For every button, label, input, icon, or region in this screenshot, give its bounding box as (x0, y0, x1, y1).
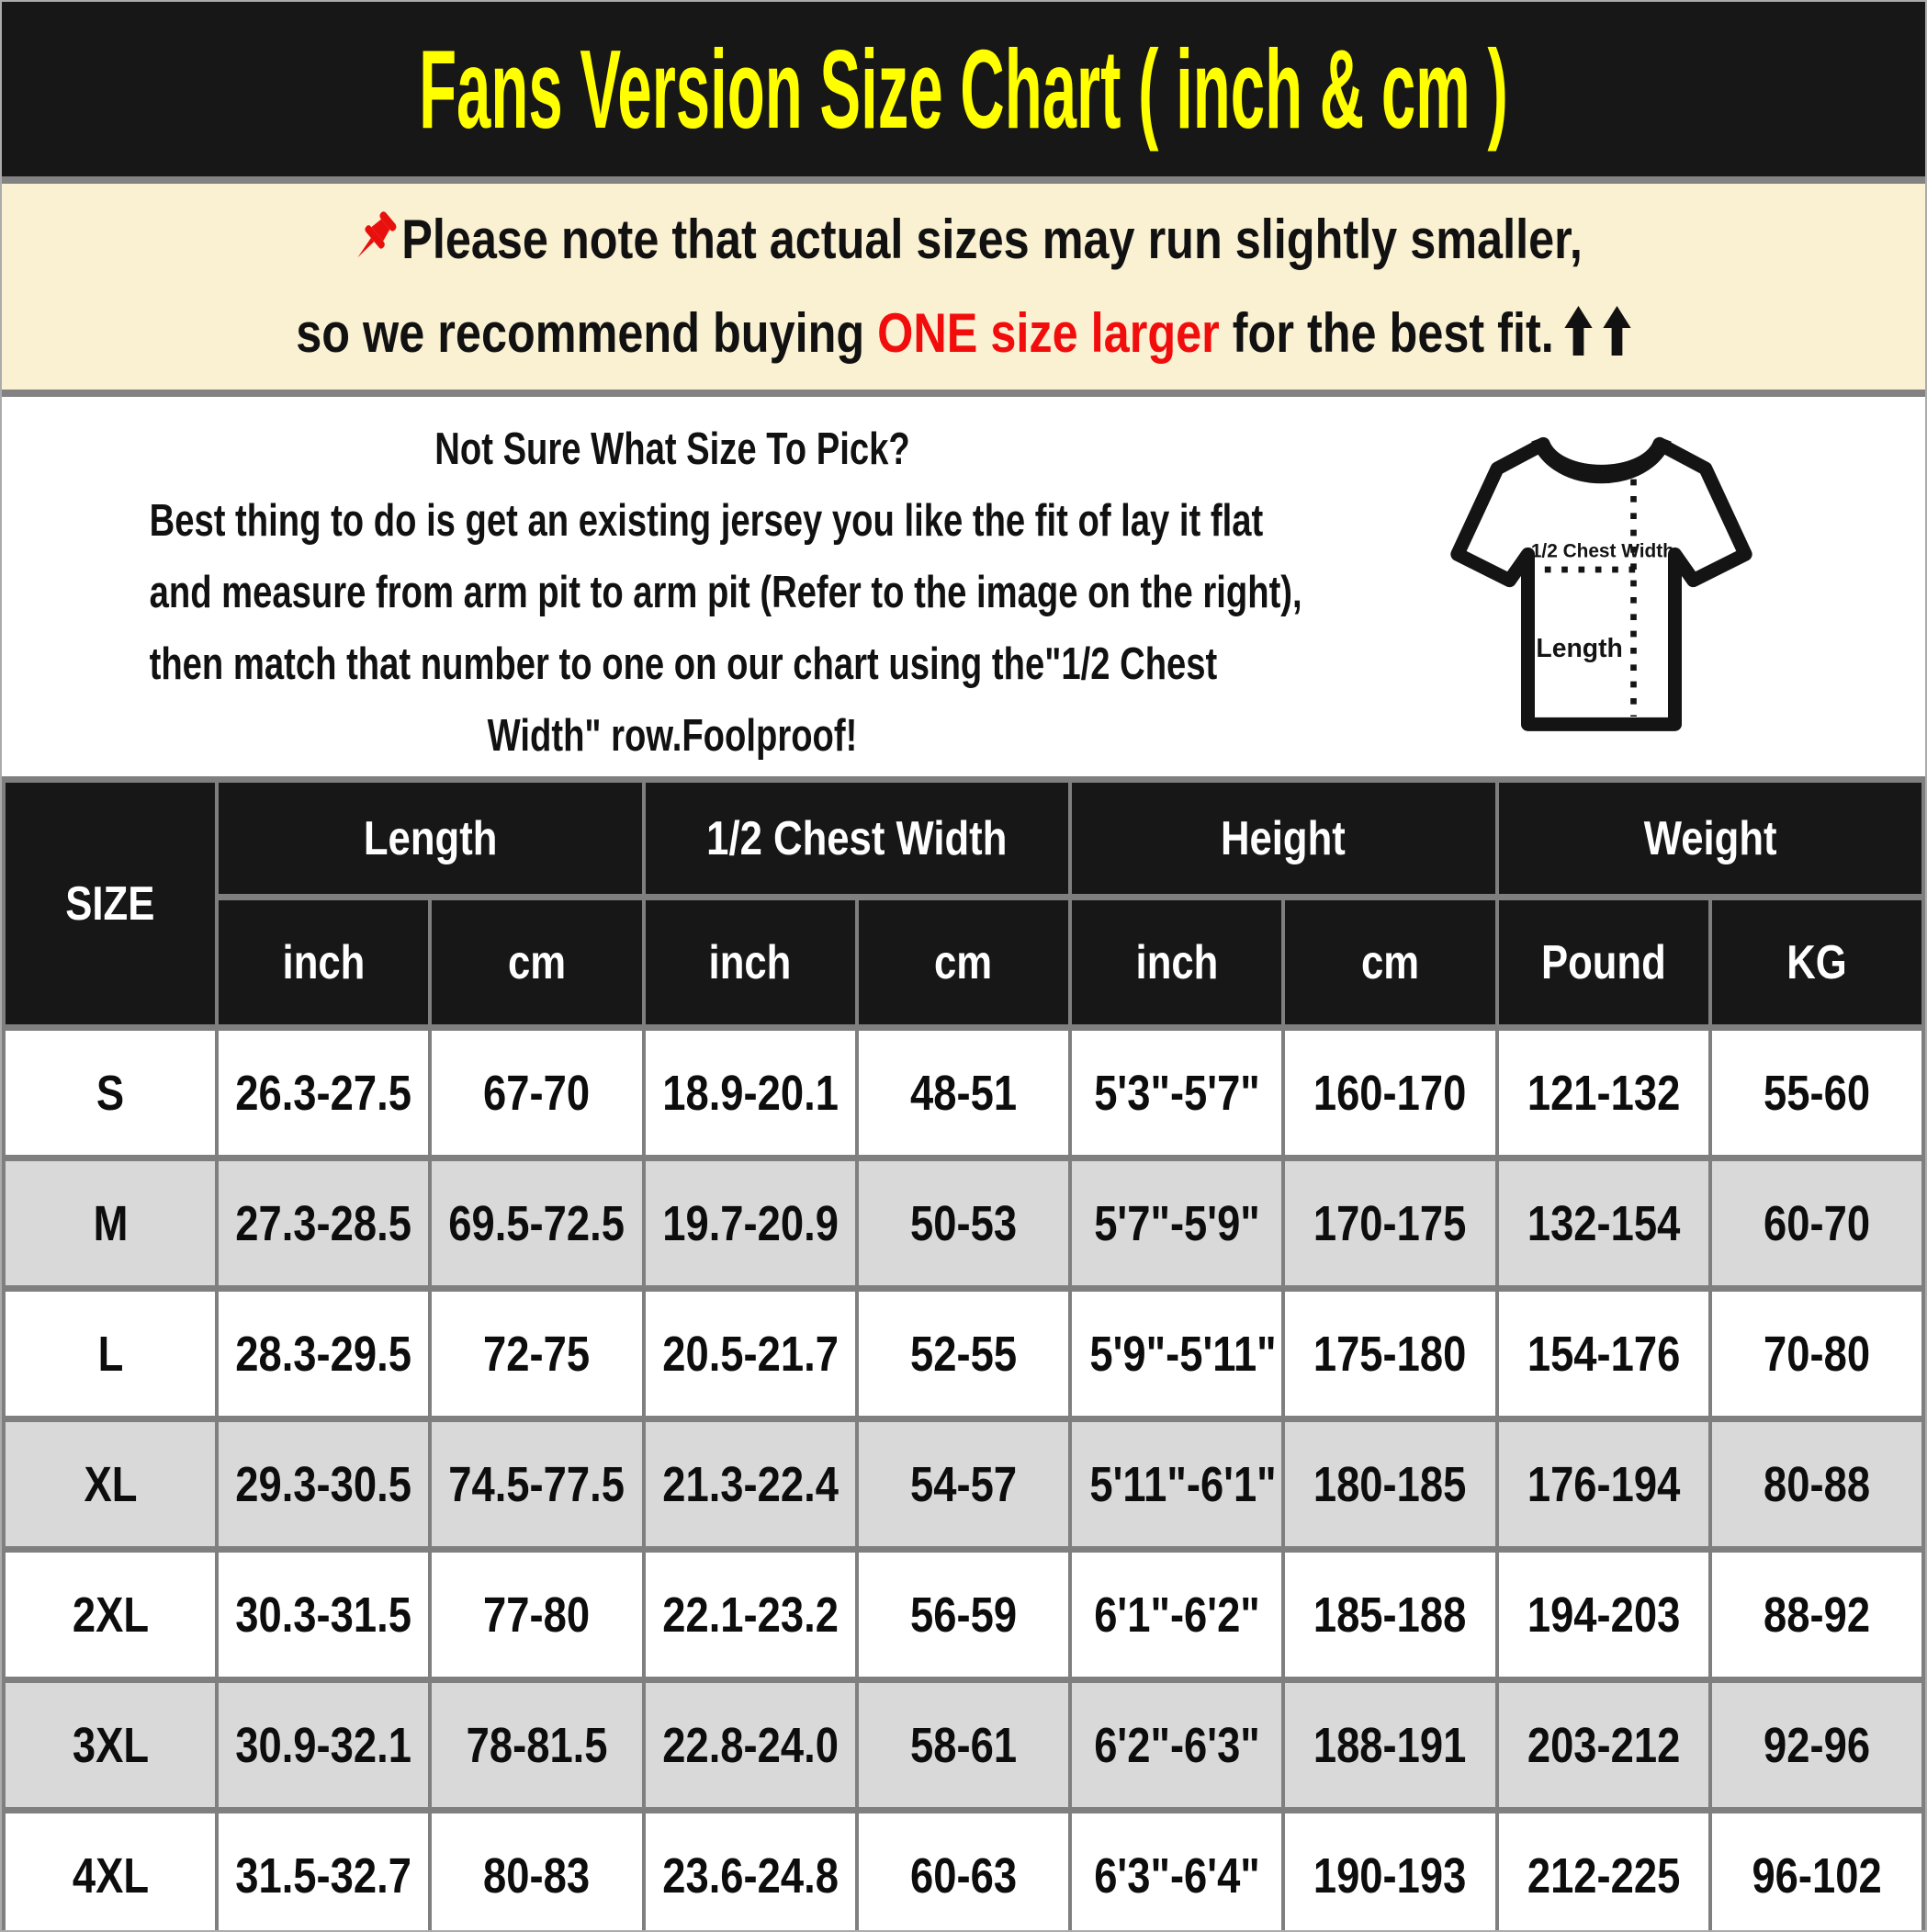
size-cell (4, 1289, 217, 1419)
value-cell (430, 1680, 643, 1811)
value-cell (644, 1550, 857, 1680)
value-cell (1283, 1419, 1496, 1550)
value-cell-text: 5'11"-6'1" (1089, 1456, 1277, 1512)
table-row (4, 1550, 1923, 1680)
value-cell (1497, 1158, 1710, 1289)
value-cell (217, 1028, 430, 1158)
value-cell-text: 27.3-28.5 (235, 1195, 412, 1251)
size-table-body (4, 1028, 1923, 1932)
value-cell (644, 1811, 857, 1932)
value-cell-text: 77-80 (483, 1587, 591, 1643)
value-cell-text: 176-194 (1527, 1456, 1680, 1512)
value-cell (1710, 1550, 1923, 1680)
guide-line: then match that number to one on our chart using the"1/2 Chest (149, 639, 1218, 689)
value-cell (217, 1158, 430, 1289)
value-cell (1070, 1158, 1283, 1289)
value-cell-text: 74.5-77.5 (448, 1456, 625, 1512)
value-cell (1497, 1028, 1710, 1158)
size-cell-text: L (97, 1326, 123, 1382)
value-cell-text: 70-80 (1763, 1326, 1870, 1382)
size-cell-text: 4XL (72, 1847, 149, 1904)
unit-header: cm (857, 898, 1070, 1028)
size-cell (4, 1811, 217, 1932)
value-cell-text: 54-57 (909, 1456, 1017, 1512)
value-cell-text: 60-70 (1763, 1195, 1870, 1251)
tshirt-diagram (1448, 423, 1755, 744)
chest-width-label: 1/2 Chest Width (1530, 540, 1674, 562)
value-cell-text: 175-180 (1313, 1326, 1467, 1382)
value-cell (430, 1289, 643, 1419)
value-cell-text: 6'1"-6'2" (1093, 1587, 1260, 1643)
table-row (4, 1811, 1923, 1932)
value-cell (1283, 1158, 1496, 1289)
value-cell-text: 80-88 (1763, 1456, 1870, 1512)
page-title: Fans Version Size Chart ( inch & cm ) (419, 27, 1508, 152)
size-cell (4, 1680, 217, 1811)
group-header-weight: Weight (1497, 780, 1923, 898)
size-cell-text: XL (84, 1456, 138, 1512)
value-cell (1710, 1419, 1923, 1550)
value-cell (644, 1158, 857, 1289)
value-cell (1497, 1419, 1710, 1550)
unit-header: inch (217, 898, 430, 1028)
size-table (2, 776, 1925, 1932)
group-header-chest-width: 1/2 Chest Width (644, 780, 1070, 898)
size-cell-text: S (96, 1065, 125, 1121)
one-size-larger-highlight: ONE size larger (877, 302, 1220, 364)
value-cell-text: 20.5-21.7 (661, 1326, 839, 1382)
unit-header: inch (1070, 898, 1283, 1028)
tshirt-icon (1458, 444, 1745, 724)
value-cell (857, 1680, 1070, 1811)
value-cell-text: 6'2"-6'3" (1093, 1717, 1260, 1773)
value-cell (1070, 1289, 1283, 1419)
value-cell-text: 194-203 (1527, 1587, 1680, 1643)
value-cell-text: 185-188 (1313, 1587, 1467, 1643)
value-cell-text: 22.1-23.2 (661, 1587, 839, 1643)
value-cell-text: 212-225 (1527, 1847, 1680, 1904)
size-cell (4, 1419, 217, 1550)
size-cell-text: 2XL (72, 1587, 149, 1643)
value-cell (857, 1158, 1070, 1289)
unit-header: inch (644, 898, 857, 1028)
value-cell (857, 1289, 1070, 1419)
value-cell (857, 1811, 1070, 1932)
value-cell-text: 56-59 (909, 1587, 1017, 1643)
value-cell-text: 180-185 (1313, 1456, 1467, 1512)
value-cell (1283, 1289, 1496, 1419)
value-cell-text: 60-63 (909, 1847, 1017, 1904)
value-cell-text: 48-51 (909, 1065, 1017, 1121)
value-cell (217, 1550, 430, 1680)
value-cell-text: 92-96 (1763, 1717, 1870, 1773)
value-cell-text: 29.3-30.5 (235, 1456, 412, 1512)
value-cell-text: 30.3-31.5 (235, 1587, 412, 1643)
value-cell-text: 188-191 (1313, 1717, 1467, 1773)
value-cell-text: 21.3-22.4 (661, 1456, 839, 1512)
value-cell (430, 1811, 643, 1932)
value-cell (430, 1158, 643, 1289)
value-cell-text: 19.7-20.9 (661, 1195, 839, 1251)
section-divider (2, 176, 1925, 184)
guide-text (2, 397, 1343, 772)
value-cell (1283, 1811, 1496, 1932)
group-header-length: Length (217, 780, 643, 898)
fit-guide-section (2, 397, 1925, 776)
table-row (4, 1028, 1923, 1158)
value-cell (1070, 1419, 1283, 1550)
value-cell (1710, 1811, 1923, 1932)
value-cell-text: 203-212 (1527, 1717, 1680, 1773)
value-cell-text: 5'3"-5'7" (1093, 1065, 1260, 1121)
value-cell-text: 5'9"-5'11" (1089, 1326, 1277, 1382)
value-cell-text: 58-61 (909, 1717, 1017, 1773)
unit-header: cm (1283, 898, 1496, 1028)
value-cell-text: 190-193 (1313, 1847, 1467, 1904)
unit-header: Pound (1497, 898, 1710, 1028)
size-cell (4, 1550, 217, 1680)
value-cell (1710, 1158, 1923, 1289)
value-cell (644, 1680, 857, 1811)
value-cell (1070, 1680, 1283, 1811)
guide-heading: Not Sure What Size To Pick? (434, 424, 910, 474)
value-cell-text: 18.9-20.1 (661, 1065, 839, 1121)
value-cell-text: 170-175 (1313, 1195, 1467, 1251)
pushpin-icon (344, 207, 400, 273)
value-cell-text: 67-70 (483, 1065, 591, 1121)
value-cell (217, 1419, 430, 1550)
value-cell-text: 78-81.5 (466, 1717, 608, 1773)
value-cell (1710, 1289, 1923, 1419)
value-cell-text: 52-55 (909, 1326, 1017, 1382)
note-line-2-pre: so we recommend buying (296, 302, 878, 364)
value-cell-text: 132-154 (1527, 1195, 1680, 1251)
value-cell (430, 1550, 643, 1680)
guide-line: and measure from arm pit to arm pit (Refer to the image on the right), (149, 568, 1302, 617)
table-row (4, 1419, 1923, 1550)
value-cell (644, 1028, 857, 1158)
value-cell-text: 154-176 (1527, 1326, 1680, 1382)
value-cell-text: 6'3"-6'4" (1093, 1847, 1260, 1904)
value-cell (857, 1550, 1070, 1680)
table-header (4, 780, 1923, 1028)
size-cell-text: M (93, 1195, 128, 1251)
value-cell (1283, 1028, 1496, 1158)
value-cell (1710, 1680, 1923, 1811)
table-row (4, 1680, 1923, 1811)
note-line-1 (156, 193, 1772, 287)
value-cell (430, 1028, 643, 1158)
guide-line: Best thing to do is get an existing jersey you like the fit of lay it flat (149, 496, 1264, 546)
value-cell-text: 31.5-32.7 (235, 1847, 412, 1904)
value-cell-text: 121-132 (1527, 1065, 1680, 1121)
note-line-2 (156, 287, 1772, 380)
value-cell-text: 96-102 (1752, 1847, 1882, 1904)
value-cell (1497, 1680, 1710, 1811)
value-cell-text: 69.5-72.5 (448, 1195, 625, 1251)
table-row (4, 1158, 1923, 1289)
value-cell-text: 160-170 (1313, 1065, 1467, 1121)
size-cell (4, 1158, 217, 1289)
guide-line: Width" row.Foolproof! (487, 711, 858, 761)
value-cell (857, 1419, 1070, 1550)
size-column-header: SIZE (4, 780, 217, 1028)
value-cell (1283, 1550, 1496, 1680)
value-cell (1070, 1811, 1283, 1932)
value-cell-text: 50-53 (909, 1195, 1017, 1251)
size-cell (4, 1028, 217, 1158)
table-row (4, 1289, 1923, 1419)
value-cell (1283, 1680, 1496, 1811)
size-cell-text: 3XL (72, 1717, 149, 1773)
unit-header: cm (430, 898, 643, 1028)
value-cell (217, 1811, 430, 1932)
value-cell-text: 30.9-32.1 (235, 1717, 412, 1773)
value-cell (857, 1028, 1070, 1158)
value-cell (1497, 1550, 1710, 1680)
value-cell-text: 55-60 (1763, 1065, 1870, 1121)
value-cell (1497, 1811, 1710, 1932)
value-cell (1497, 1289, 1710, 1419)
note-line-1-text: Please note that actual sizes may run slightly smaller, (401, 209, 1583, 270)
unit-header: KG (1710, 898, 1923, 1028)
note-line-2-post: for the best fit. (1219, 302, 1554, 364)
section-divider (2, 390, 1925, 397)
group-header-height: Height (1070, 780, 1496, 898)
value-cell-text: 80-83 (483, 1847, 591, 1904)
length-label: Length (1536, 634, 1623, 663)
value-cell-text: 88-92 (1763, 1587, 1870, 1643)
value-cell (1070, 1550, 1283, 1680)
value-cell (1710, 1028, 1923, 1158)
note-banner (2, 184, 1925, 390)
value-cell (430, 1419, 643, 1550)
value-cell (217, 1289, 430, 1419)
title-bar (2, 2, 1925, 176)
up-arrow-icon (1604, 306, 1631, 357)
value-cell-text: 26.3-27.5 (235, 1065, 412, 1121)
value-cell-text: 72-75 (483, 1326, 591, 1382)
value-cell-text: 22.8-24.0 (661, 1717, 839, 1773)
value-cell-text: 5'7"-5'9" (1093, 1195, 1260, 1251)
value-cell-text: 28.3-29.5 (235, 1326, 412, 1382)
value-cell (217, 1680, 430, 1811)
value-cell (644, 1419, 857, 1550)
value-cell-text: 23.6-24.8 (661, 1847, 839, 1904)
value-cell (1070, 1028, 1283, 1158)
up-arrow-icon (1565, 306, 1593, 357)
value-cell (644, 1289, 857, 1419)
